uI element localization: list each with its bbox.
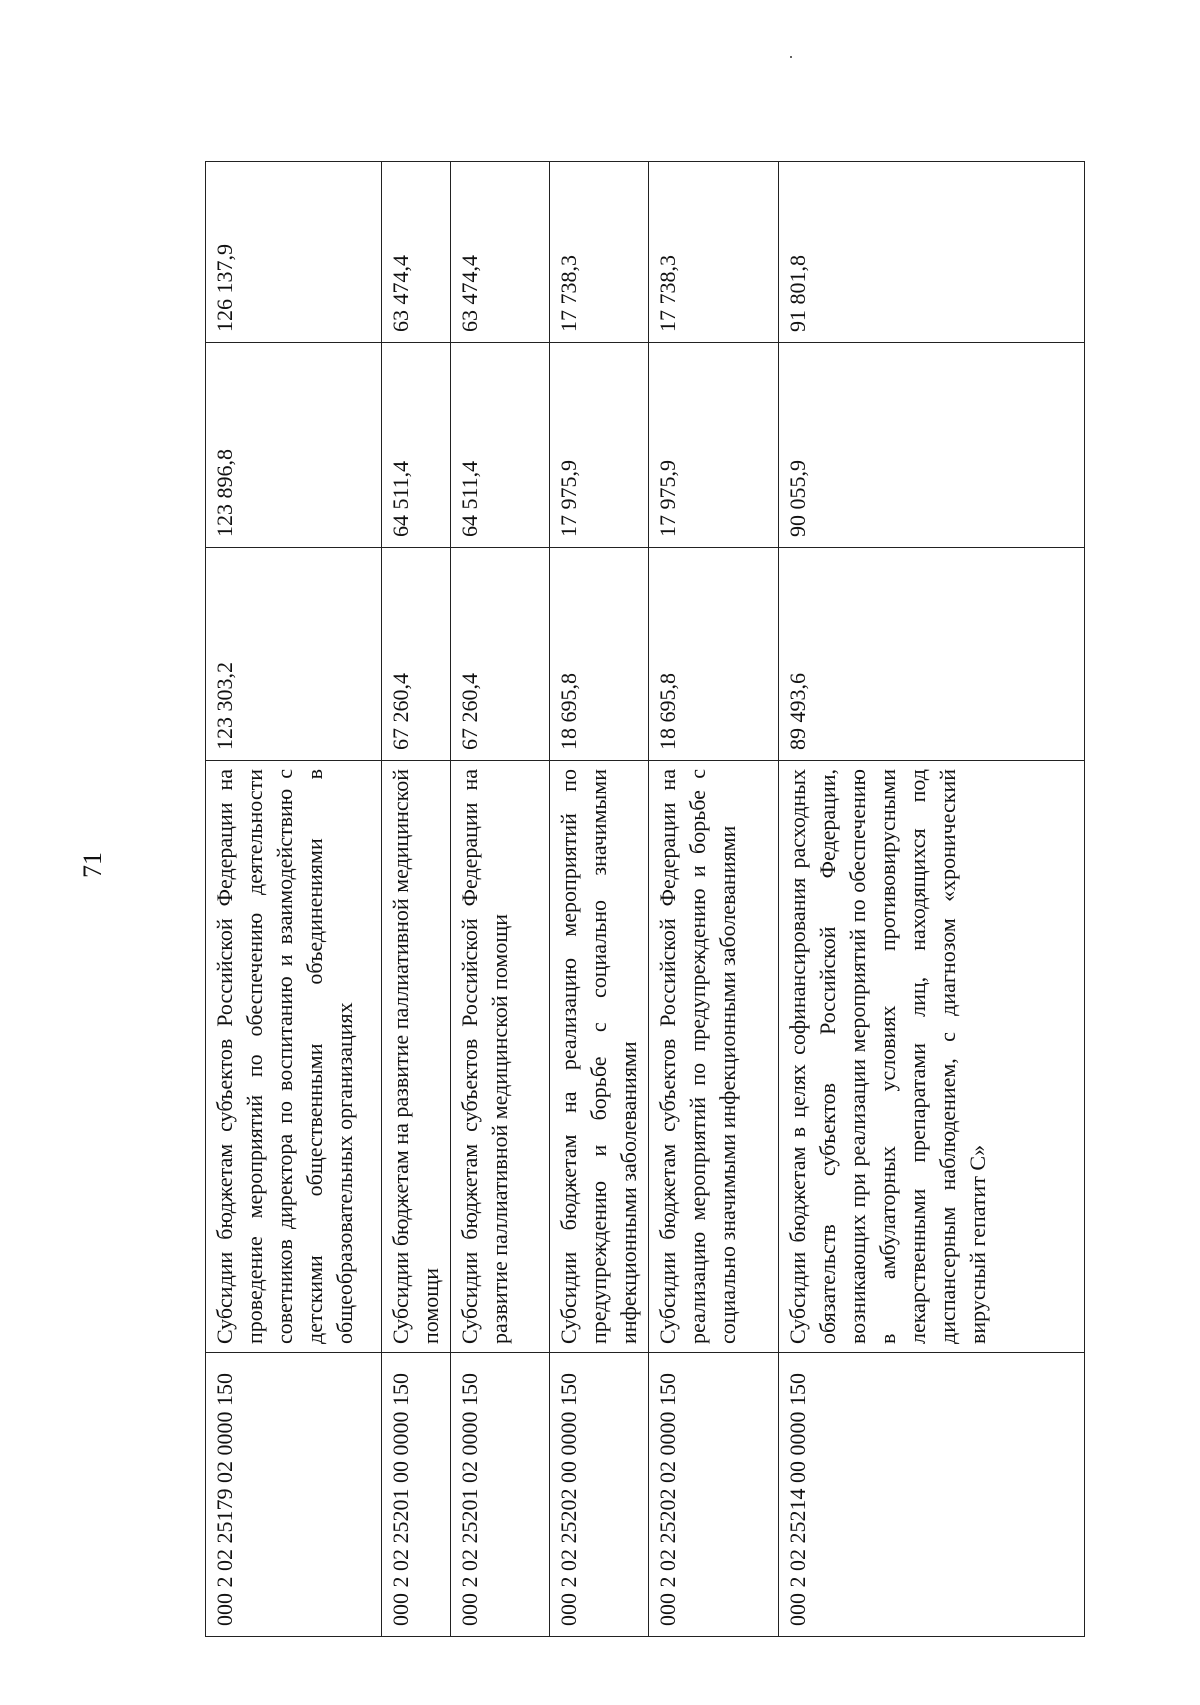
budget-code-cell: 000 2 02 25202 02 0000 150: [649, 1353, 779, 1637]
budget-code-cell: 000 2 02 25214 00 0000 150: [779, 1353, 1085, 1637]
budget-code-cell: 000 2 02 25201 02 0000 150: [451, 1353, 550, 1637]
table-row: [550, 162, 649, 1637]
value-cell-3: 91 801,8: [779, 162, 1085, 343]
description-cell: Субсидии бюджетам субъектов Российской Федерации на реализацию мероприятий по предупреждению и борьбе с социально значимыми инфекционными заболеваниями: [649, 761, 779, 1353]
description-cell: Субсидии бюджетам в целях софинансирования расходных обязательств субъектов Российской Федерации, возникающих при реализации мероприятий по обеспечению в амбулаторных условиях противовирусными лекарственными препаратами лиц, находящихся под диспансерным наблюдением, с диагнозом «хронический вирусный гепатит С»: [779, 761, 1085, 1353]
description-cell: Субсидии бюджетам на развитие паллиативной медицинской помощи: [382, 761, 451, 1353]
value-cell-2: 123 896,8: [206, 343, 382, 548]
value-cell-3: 17 738,3: [550, 162, 649, 343]
description-cell: Субсидии бюджетам на реализацию мероприятий по предупреждению и борьбе с социально значимыми инфекционными заболеваниями: [550, 761, 649, 1353]
page-number: 71: [78, 852, 107, 878]
value-cell-2: 64 511,4: [451, 343, 550, 548]
value-cell-2: 90 055,9: [779, 343, 1085, 548]
description-cell: Субсидии бюджетам субъектов Российской Федерации на проведение мероприятий по обеспечению деятельности советников директора по воспитанию и взаимодействию с детскими общественными объединениями в общеобразовательных организациях: [206, 761, 382, 1353]
value-cell-2: 17 975,9: [649, 343, 779, 548]
value-cell-3: 126 137,9: [206, 162, 382, 343]
value-cell-3: 63 474,4: [382, 162, 451, 343]
value-cell-1: 18 695,8: [649, 548, 779, 761]
budget-code-cell: 000 2 02 25179 02 0000 150: [206, 1353, 382, 1637]
table-row: [382, 162, 451, 1637]
value-cell-3: 17 738,3: [649, 162, 779, 343]
budget-table-rotated: [205, 162, 1084, 1637]
value-cell-1: 18 695,8: [550, 548, 649, 761]
value-cell-3: 63 474,4: [451, 162, 550, 343]
scan-speck: [790, 56, 792, 58]
description-cell: Субсидии бюджетам субъектов Российской Федерации на развитие паллиативной медицинской помощи: [451, 761, 550, 1353]
table-row: [206, 162, 382, 1637]
budget-code-cell: 000 2 02 25201 00 0000 150: [382, 1353, 451, 1637]
value-cell-1: 89 493,6: [779, 548, 1085, 761]
value-cell-1: 67 260,4: [451, 548, 550, 761]
value-cell-1: 67 260,4: [382, 548, 451, 761]
table-row: [649, 162, 779, 1637]
value-cell-2: 17 975,9: [550, 343, 649, 548]
value-cell-2: 64 511,4: [382, 343, 451, 548]
table-row: [779, 162, 1085, 1637]
budget-code-cell: 000 2 02 25202 00 0000 150: [550, 1353, 649, 1637]
value-cell-1: 123 303,2: [206, 548, 382, 761]
table-row: [451, 162, 550, 1637]
budget-table: [205, 161, 1085, 1637]
